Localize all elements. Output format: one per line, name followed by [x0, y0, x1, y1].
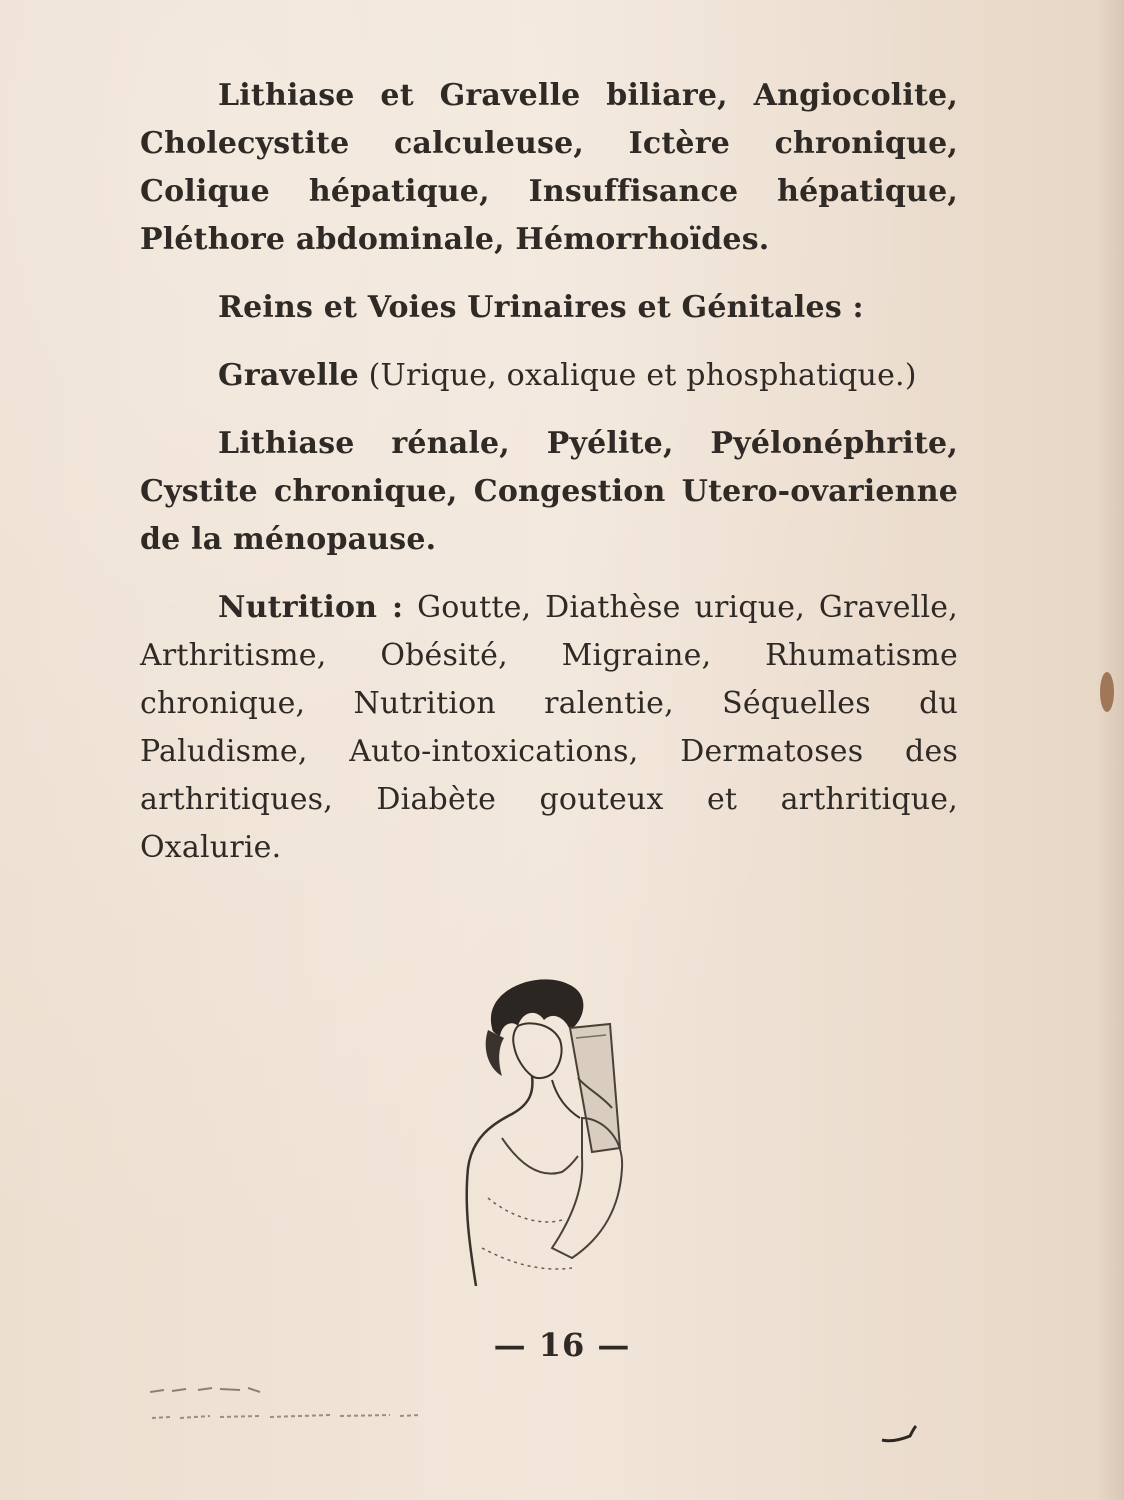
nutrition-description: Goutte, Diathèse urique, Gravelle, Arthritisme, Obésité, Migraine, Rhumatisme chronique, Nutrition ralentie, Séquelles du Paludisme, Auto-intoxications, Dermatoses des arthritiques, Diabète gouteux et arthritique, Oxalurie.	[140, 590, 959, 865]
gravelle-description: (Urique, oxalique et phosphatique.)	[358, 358, 917, 393]
paragraph-nutrition	[140, 584, 958, 872]
body-text	[140, 72, 958, 892]
section-heading-kidneys: Reins et Voies Urinaires et Génitales :	[218, 290, 864, 325]
page-edge-shadow	[1096, 0, 1124, 1500]
woman-drinking-illustration	[452, 968, 662, 1286]
gravelle-term: Gravelle	[218, 358, 359, 393]
paragraph-kidney-conditions: Lithiase rénale, Pyélite, Pyélonéphrite, Cystite chronique, Congestion Utero-ovarienne de la ménopause.	[140, 426, 958, 557]
paper-stain	[1100, 672, 1114, 712]
paragraph-gravelle	[140, 352, 958, 400]
nutrition-term: Nutrition :	[218, 590, 404, 625]
paragraph-liver-conditions: Lithiase et Gravelle biliare, Angiocolite, Cholecystite calculeuse, Ictère chronique, Colique hépatique, Insuffisance hépatique, Pléthore abdominale, Hémorrhoïdes.	[140, 78, 958, 257]
ink-mark	[880, 1424, 920, 1446]
page-number: — 16 —	[493, 1326, 631, 1364]
pencil-marks	[150, 1380, 450, 1430]
